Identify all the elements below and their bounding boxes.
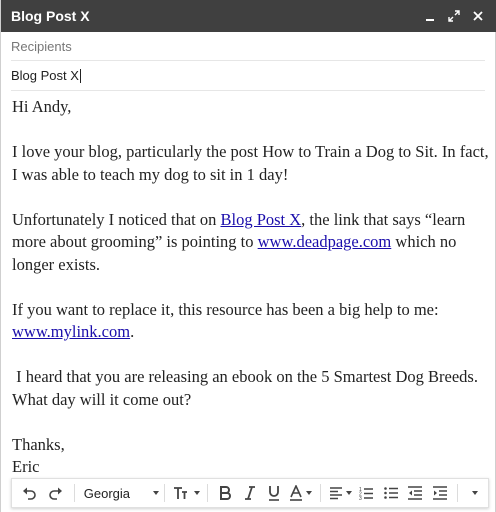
paragraph-2-text-a: Unfortunately I noticed that on bbox=[12, 209, 221, 229]
paragraph-1: I love your blog, particularly the post How to Train a Dog to Sit. In fact, I was able to teach my dog to sit in 1 day! bbox=[12, 142, 489, 184]
subject-value: Blog Post X bbox=[11, 68, 79, 83]
formatting-toolbar bbox=[11, 478, 489, 508]
paragraph-2 bbox=[12, 209, 492, 277]
svg-text:3: 3 bbox=[359, 496, 363, 500]
minimize-icon[interactable] bbox=[420, 6, 440, 26]
font-family-value: Georgia bbox=[83, 485, 130, 501]
signature: Eric bbox=[12, 457, 40, 476]
paragraph-2-text-c: which no longer exists. bbox=[12, 232, 457, 274]
chevron-down-icon bbox=[472, 491, 478, 495]
compose-titlebar bbox=[1, 0, 496, 32]
message-body[interactable] bbox=[12, 96, 492, 479]
paragraph-2-text-b: , the link that says “learn more about grooming” is pointing to bbox=[12, 209, 466, 251]
align-icon[interactable] bbox=[326, 480, 354, 506]
font-family-select[interactable] bbox=[80, 480, 159, 506]
paragraph-3-text-a: If you want to replace it, this resource has been a big help to me: bbox=[12, 299, 439, 319]
indent-more-icon[interactable] bbox=[428, 480, 453, 506]
deadpage-link[interactable]: www.deadpage.com bbox=[257, 232, 392, 251]
expand-icon[interactable] bbox=[444, 6, 464, 26]
redo-icon[interactable] bbox=[42, 480, 68, 506]
greeting: Hi Andy, bbox=[12, 97, 72, 116]
toolbar-divider bbox=[207, 484, 208, 502]
text-caret bbox=[80, 69, 81, 83]
indent-less-icon[interactable] bbox=[403, 480, 428, 506]
toolbar-divider bbox=[457, 484, 458, 502]
svg-text:1: 1 bbox=[359, 487, 363, 493]
more-options-icon[interactable] bbox=[463, 480, 484, 506]
paragraph-3 bbox=[12, 299, 492, 344]
chevron-down-icon bbox=[346, 491, 352, 495]
bulleted-list-icon[interactable] bbox=[379, 480, 404, 506]
mylink-link[interactable]: www.mylink.com bbox=[12, 322, 131, 341]
svg-text:2: 2 bbox=[359, 491, 363, 498]
toolbar-divider bbox=[74, 484, 75, 502]
closing: Thanks, bbox=[12, 434, 65, 454]
text-color-icon[interactable] bbox=[287, 480, 315, 506]
recipients-label: Recipients bbox=[11, 38, 72, 54]
undo-icon[interactable] bbox=[16, 480, 42, 506]
font-size-icon[interactable] bbox=[170, 480, 202, 506]
chevron-down-icon bbox=[306, 491, 312, 495]
close-icon[interactable] bbox=[468, 6, 488, 26]
italic-icon[interactable] bbox=[238, 480, 263, 506]
recipients-field[interactable] bbox=[11, 32, 485, 61]
compose-title: Blog Post X bbox=[11, 8, 90, 24]
paragraph-3-text-b: . bbox=[130, 322, 135, 341]
numbered-list-icon[interactable] bbox=[354, 480, 379, 506]
toolbar-divider bbox=[164, 484, 165, 502]
underline-icon[interactable] bbox=[262, 480, 287, 506]
blog-post-link[interactable]: Blog Post X bbox=[220, 209, 302, 229]
chevron-down-icon bbox=[153, 491, 159, 495]
bold-icon[interactable] bbox=[213, 480, 238, 506]
chevron-down-icon bbox=[194, 491, 200, 495]
paragraph-4: I heard that you are releasing an ebook on the 5 Smartest Dog Breeds. What day will it come out? bbox=[12, 367, 478, 409]
subject-field[interactable] bbox=[11, 61, 485, 91]
toolbar-divider bbox=[320, 484, 321, 502]
